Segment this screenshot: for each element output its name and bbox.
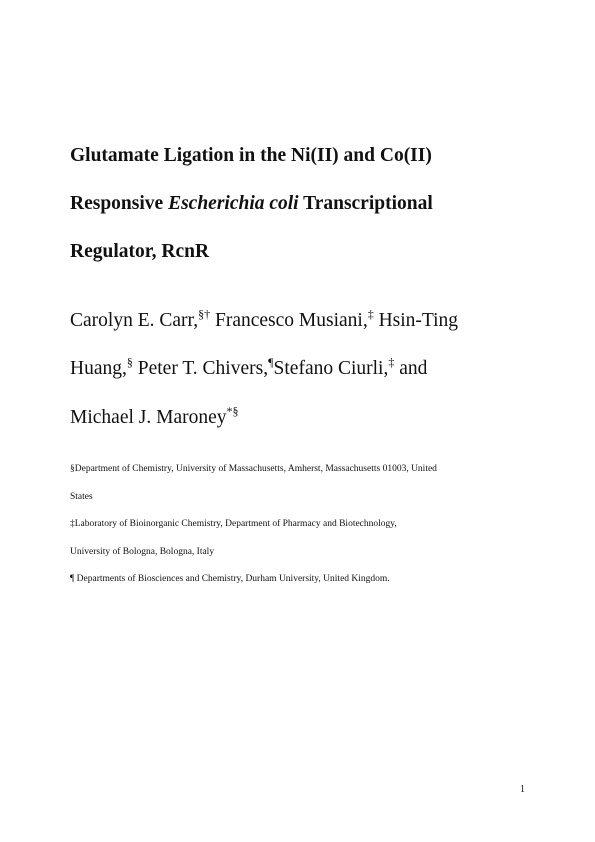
author-name: Michael J. Maroney bbox=[70, 407, 227, 428]
affiliation-line-3: ‡Laboratory of Bioinorganic Chemistry, Department of Pharmacy and Biotechnology, bbox=[70, 519, 397, 529]
author-affiliation-mark: *§ bbox=[226, 404, 239, 418]
author-name: Huang, bbox=[70, 358, 127, 379]
author-line-3 bbox=[70, 404, 239, 428]
title-text-2-pre: Responsive bbox=[70, 193, 169, 214]
affiliation-line-4: University of Bologna, Bologna, Italy bbox=[70, 547, 215, 557]
author-name: Hsin-Ting bbox=[373, 310, 459, 331]
author-name: Francesco Musiani, bbox=[210, 310, 368, 331]
title-line-3 bbox=[70, 242, 209, 262]
author-affiliation-mark: ¶ bbox=[268, 355, 274, 369]
affiliation-line-1: §Department of Chemistry, University of Massachusetts, Amherst, Massachusetts 01003, United bbox=[70, 464, 437, 474]
author-affiliation-mark: § bbox=[126, 355, 133, 369]
title-text-1: Glutamate Ligation in the Ni(II) and Co(II) bbox=[70, 145, 432, 166]
author-line-2 bbox=[70, 355, 428, 379]
title-line-1 bbox=[70, 146, 432, 166]
page-number: 1 bbox=[520, 784, 525, 795]
author-affiliation-mark: ‡ bbox=[388, 355, 395, 369]
affiliation-line-5: ¶ Departments of Biosciences and Chemistry, Durham University, United Kingdom. bbox=[70, 574, 390, 584]
title-text-3: Regulator, RcnR bbox=[70, 241, 210, 262]
affiliation-line-2: States bbox=[70, 492, 93, 502]
author-line-1 bbox=[70, 307, 459, 331]
title-line-2 bbox=[70, 194, 433, 214]
author-conjunction: and bbox=[394, 358, 428, 379]
author-affiliation-mark: ‡ bbox=[367, 307, 374, 321]
author-name: Peter T. Chivers, bbox=[132, 358, 269, 379]
title-text-2-post: Transcriptional bbox=[298, 193, 433, 214]
author-affiliation-mark: §† bbox=[198, 307, 211, 321]
title-organism: Escherichia coli bbox=[168, 193, 299, 214]
author-name: Carolyn E. Carr, bbox=[70, 310, 199, 331]
author-name: Stefano Ciurli, bbox=[273, 358, 389, 379]
